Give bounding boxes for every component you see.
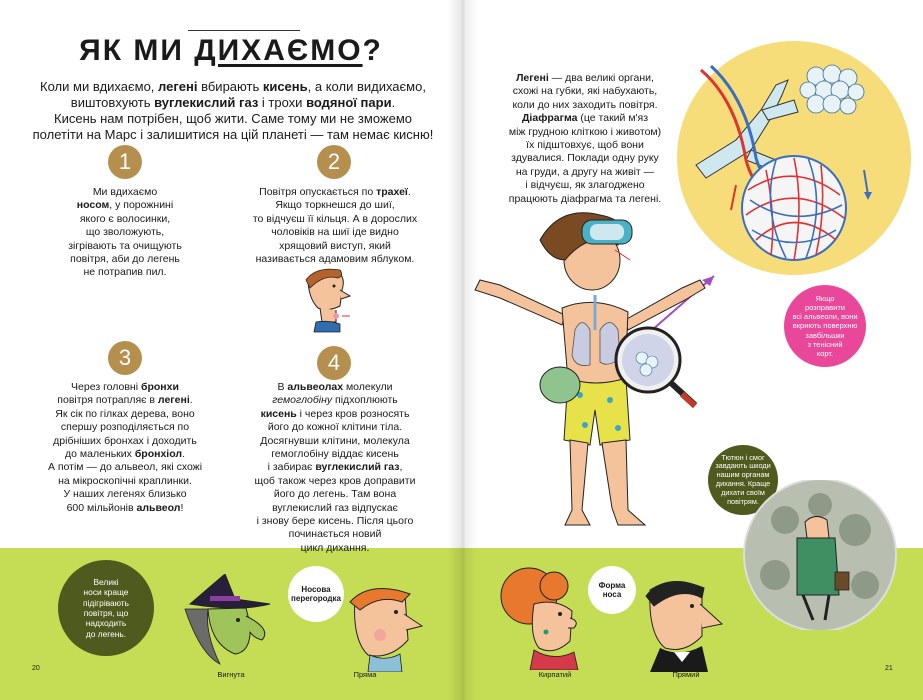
alveoli-cluster-top bbox=[800, 65, 864, 114]
title-rule bbox=[188, 30, 300, 31]
lungs-diaphragm-text: Легені — два великі органи, схожі на губки, які набухають, коли до них заходить повітря. Діафрагма (це такий м'яз між грудною кліткою і животом) їх підштовхує, щоб вони здувалися. Поклади одну руку на груди, а другу на живіт — і відчуєш, як злагоджено працюють діафрагма та легені. bbox=[508, 72, 662, 205]
step-number-2: 2 bbox=[317, 145, 351, 179]
straight-nose-man-illustration bbox=[630, 572, 726, 672]
capillary-network bbox=[742, 156, 846, 260]
snub-nose-woman-illustration bbox=[494, 566, 590, 670]
left-page-number: 20 bbox=[32, 665, 40, 672]
olive-fact-bubble: Великі носи краще підігрівають повітря, що надходить до легень. bbox=[58, 560, 154, 656]
step-number-3: 3 bbox=[108, 341, 142, 375]
intro-paragraph: Коли ми вдихаємо, легені вбирають кисень, а коли видихаємо, виштовхують вуглекислий газ і трохи водяної пари. Кисень нам потрібен, щоб жити. Саме тому ми не зможемо полетіти на Марс і залишитися на цій планеті — там немає кисню! bbox=[32, 79, 434, 142]
pink-fact-bubble: Якщо розправити всі альвеоли, вони вкриють поверхню завбільшки з тенісний корт. bbox=[784, 285, 866, 367]
step-number-1: 1 bbox=[108, 145, 142, 179]
step-number-4: 4 bbox=[317, 346, 351, 380]
green-fact-bubble: Тютюн і смог завдають шкоди нашим органам дихання. Краще дихати своїм повітрям. bbox=[708, 445, 778, 515]
nose-caption-curved: Вигнута bbox=[217, 670, 245, 679]
septum-bubble: Носова перегородка bbox=[288, 566, 344, 622]
smog-man-illustration bbox=[735, 480, 910, 630]
step-3-text: Через головні бронхи повітря потрапляє в легені. Як сік по гілках дерева, воно спершу розподіляється по дрібніших бронхах і доходить до маленьких бронхіол. А потім — до альвеол, які схожі на мікроскопічні краплинки. У наших легенях близько 600 мільйонів альвеол! bbox=[47, 381, 203, 514]
boy-snorkel-illustration bbox=[470, 190, 715, 535]
right-page-number: 21 bbox=[885, 665, 893, 672]
nose-caption-snub: Кирпатий bbox=[538, 670, 572, 679]
page-title: ЯК МИ ДИХАЄМО? bbox=[79, 34, 383, 67]
step-1-text: Ми вдихаємо носом, у порожнині якого є волосинки, що зволожують, зігрівають та очищують повітря, аби до легень не потрапив пил. bbox=[68, 186, 182, 279]
witch-head-illustration bbox=[180, 574, 280, 670]
nose-shape-bubble: Форма носа bbox=[588, 566, 636, 614]
step-4-text: В альвеолах молекули гемоглобіну підхоплюють кисень і через кров розносять його до кожної клітини тіла. Досягнувши клітини, молекула гемоглобіну віддає кисень і забирає вуглекислий газ, щоб також через кров доправити його до легень. Там вона вуглекислий газ відпускає і знову бере кисень. Після цього починається новий цикл дихання. bbox=[254, 381, 416, 554]
straight-nose-boy-illustration bbox=[340, 580, 430, 672]
adams-apple-boy-illustration bbox=[298, 266, 358, 334]
step-2-text: Повітря опускається по трахеї. Якщо торкнешся до шиї, то відчуєш її кільця. А в дорослих чоловіків на шиї іде видно хрящовий виступ, який називається адамовим яблуком. bbox=[252, 186, 418, 266]
nose-caption-straight: Пряма bbox=[353, 670, 377, 679]
nose-caption-straight-masc: Прямий bbox=[672, 670, 700, 679]
